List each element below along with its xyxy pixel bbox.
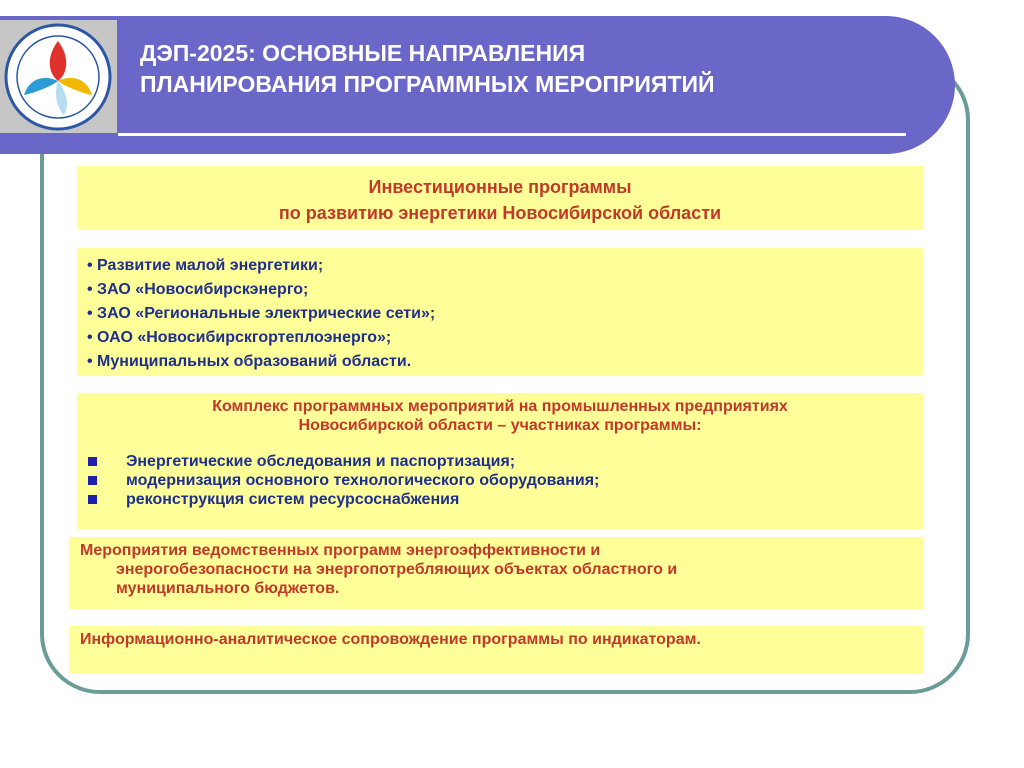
title-underline xyxy=(118,133,906,136)
list-item: • ОАО «Новосибирскгортеплоэнерго»; xyxy=(87,329,392,346)
square-bullet-icon xyxy=(88,495,97,504)
title-line-1: ДЭП-2025: ОСНОВНЫЕ НАПРАВЛЕНИЯ xyxy=(140,40,586,66)
list-item-text: Энергетические обследования и паспортизация; xyxy=(126,453,516,470)
industrial-complex-panel xyxy=(77,393,923,529)
departmental-programs-panel xyxy=(69,537,923,609)
departmental-line-1: Мероприятия ведомственных программ энергоэффективности и xyxy=(80,542,601,559)
list-item-text: реконструкция систем ресурсоснабжения xyxy=(126,491,460,508)
complex-heading-line-2: Новосибирской области – участниках программы: xyxy=(298,417,702,434)
square-bullet-icon xyxy=(88,457,97,466)
square-bullet-icon xyxy=(88,476,97,485)
complex-list xyxy=(77,452,923,509)
departmental-line-2: энерогобезопасности на энергопотребляющих объектах областного и xyxy=(116,561,678,578)
list-item xyxy=(77,490,923,509)
energy-logo-icon xyxy=(4,23,112,131)
list-item xyxy=(77,471,923,490)
complex-heading-line-1: Комплекс программных мероприятий на промышленных предприятиях xyxy=(212,398,788,415)
logo xyxy=(0,20,117,133)
info-line-1: Информационно-аналитическое сопровождение программы по индикаторам. xyxy=(80,631,701,648)
list-item xyxy=(77,452,923,471)
info-support-panel xyxy=(69,626,923,674)
list-item: • ЗАО «Региональные электрические сети»; xyxy=(87,305,436,322)
list-item-text: модернизация основного технологического оборудования; xyxy=(126,472,600,489)
list-item: • Муниципальных образований области. xyxy=(87,353,412,370)
investment-heading-line-1: Инвестиционные программы xyxy=(368,177,632,197)
investment-items-panel xyxy=(77,248,923,376)
page-title xyxy=(140,38,900,100)
list-item: • Развитие малой энергетики; xyxy=(87,257,324,274)
title-line-2: ПЛАНИРОВАНИЯ ПРОГРАММНЫХ МЕРОПРИЯТИЙ xyxy=(140,71,715,97)
investment-programs-panel xyxy=(77,166,923,230)
investment-heading-line-2: по развитию энергетики Новосибирской области xyxy=(278,203,722,223)
departmental-line-3: муниципального бюджетов. xyxy=(116,580,340,597)
list-item: • ЗАО «Новосибирскэнерго; xyxy=(87,281,309,298)
